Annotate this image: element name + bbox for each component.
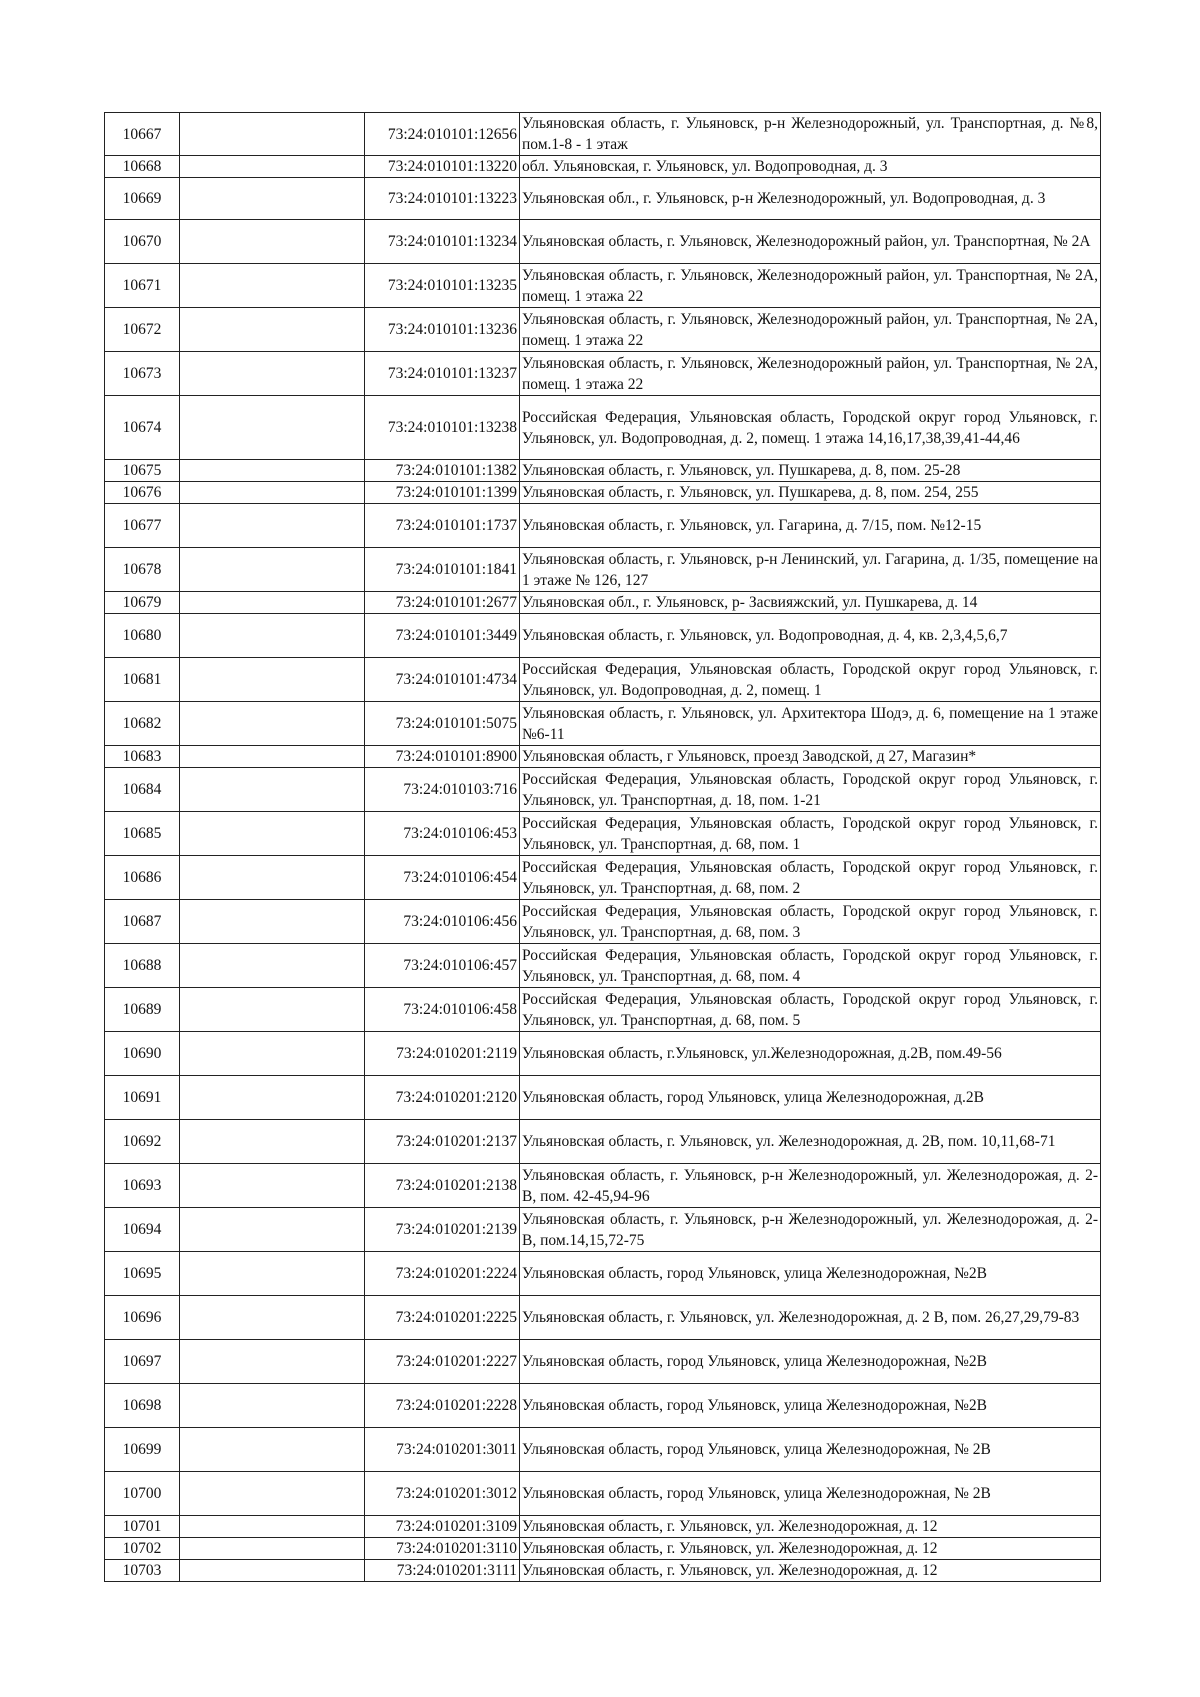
property-table: [104, 112, 1101, 1582]
row-number: 10696: [105, 1296, 180, 1340]
row-number: 10700: [105, 1472, 180, 1516]
empty-cell: [180, 1208, 365, 1252]
empty-cell: [180, 1428, 365, 1472]
cadastral-number: 73:24:010101:13238: [365, 396, 520, 460]
empty-cell: [180, 614, 365, 658]
cadastral-number: 73:24:010201:3109: [365, 1516, 520, 1538]
table-row: [105, 1538, 1101, 1560]
empty-cell: [180, 460, 365, 482]
cadastral-number: 73:24:010101:5075: [365, 702, 520, 746]
row-number: 10681: [105, 658, 180, 702]
empty-cell: [180, 900, 365, 944]
address: Ульяновская область, город Ульяновск, улица Железнодорожная, № 2В: [520, 1472, 1101, 1516]
cadastral-number: 73:24:010106:454: [365, 856, 520, 900]
table-row: [105, 746, 1101, 768]
address: Ульяновская область, г. Ульяновск, ул. Железнодорожная, д. 12: [520, 1516, 1101, 1538]
cadastral-number: 73:24:010103:716: [365, 768, 520, 812]
table-row: [105, 1340, 1101, 1384]
cadastral-number: 73:24:010101:13220: [365, 156, 520, 178]
table-row: [105, 944, 1101, 988]
row-number: 10670: [105, 220, 180, 264]
empty-cell: [180, 482, 365, 504]
table-row: [105, 352, 1101, 396]
table-row: [105, 856, 1101, 900]
cadastral-number: 73:24:010101:1382: [365, 460, 520, 482]
cadastral-number: 73:24:010201:3011: [365, 1428, 520, 1472]
empty-cell: [180, 1164, 365, 1208]
row-number: 10693: [105, 1164, 180, 1208]
address: Российская Федерация, Ульяновская область, Городской округ город Ульяновск, г. Ульяновск, ул. Транспортная, д. 68, пом. 3: [520, 900, 1101, 944]
cadastral-number: 73:24:010101:13235: [365, 264, 520, 308]
empty-cell: [180, 988, 365, 1032]
cadastral-number: 73:24:010201:2227: [365, 1340, 520, 1384]
address: Ульяновская область, г.Ульяновск, ул.Железнодорожная, д.2В, пом.49-56: [520, 1032, 1101, 1076]
empty-cell: [180, 1120, 365, 1164]
cadastral-number: 73:24:010101:1399: [365, 482, 520, 504]
empty-cell: [180, 1340, 365, 1384]
table-row: [105, 460, 1101, 482]
table-row: [105, 592, 1101, 614]
address: Российская Федерация, Ульяновская область, Городской округ город Ульяновск, г. Ульяновск, ул. Транспортная, д. 68, пом. 1: [520, 812, 1101, 856]
empty-cell: [180, 264, 365, 308]
cadastral-number: 73:24:010201:3012: [365, 1472, 520, 1516]
empty-cell: [180, 746, 365, 768]
empty-cell: [180, 548, 365, 592]
property-table-body: [105, 113, 1101, 1582]
row-number: 10675: [105, 460, 180, 482]
table-row: [105, 1560, 1101, 1582]
row-number: 10686: [105, 856, 180, 900]
cadastral-number: 73:24:010101:1737: [365, 504, 520, 548]
table-row: [105, 812, 1101, 856]
empty-cell: [180, 768, 365, 812]
empty-cell: [180, 1472, 365, 1516]
empty-cell: [180, 1384, 365, 1428]
table-row: [105, 1076, 1101, 1120]
cadastral-number: 73:24:010101:13236: [365, 308, 520, 352]
address: Ульяновская область, г. Ульяновск, ул. Железнодорожная, д. 12: [520, 1538, 1101, 1560]
row-number: 10701: [105, 1516, 180, 1538]
cadastral-number: 73:24:010201:2137: [365, 1120, 520, 1164]
row-number: 10671: [105, 264, 180, 308]
table-row: [105, 264, 1101, 308]
row-number: 10676: [105, 482, 180, 504]
address: Ульяновская область, г. Ульяновск, Железнодорожный район, ул. Транспортная, № 2А, помещ. 1 этажа 22: [520, 264, 1101, 308]
address: Ульяновская область, г. Ульяновск, ул. Пушкарева, д. 8, пом. 25-28: [520, 460, 1101, 482]
address: Ульяновская область, г. Ульяновск, ул. Водопроводная, д. 4, кв. 2,3,4,5,6,7: [520, 614, 1101, 658]
cadastral-number: 73:24:010106:453: [365, 812, 520, 856]
address: Российская Федерация, Ульяновская область, Городской округ город Ульяновск, г. Ульяновск, ул. Транспортная, д. 68, пом. 5: [520, 988, 1101, 1032]
row-number: 10694: [105, 1208, 180, 1252]
table-row: [105, 308, 1101, 352]
table-row: [105, 702, 1101, 746]
address: Ульяновская обл., г. Ульяновск, р- Засвияжский, ул. Пушкарева, д. 14: [520, 592, 1101, 614]
table-row: [105, 614, 1101, 658]
cadastral-number: 73:24:010106:457: [365, 944, 520, 988]
empty-cell: [180, 1538, 365, 1560]
cadastral-number: 73:24:010101:8900: [365, 746, 520, 768]
empty-cell: [180, 944, 365, 988]
empty-cell: [180, 396, 365, 460]
cadastral-number: 73:24:010101:12656: [365, 113, 520, 156]
empty-cell: [180, 178, 365, 220]
empty-cell: [180, 156, 365, 178]
cadastral-number: 73:24:010101:3449: [365, 614, 520, 658]
row-number: 10691: [105, 1076, 180, 1120]
address: Ульяновская область, г Ульяновск, проезд Заводской, д 27, Магазин*: [520, 746, 1101, 768]
table-row: [105, 1164, 1101, 1208]
row-number: 10684: [105, 768, 180, 812]
cadastral-number: 73:24:010101:2677: [365, 592, 520, 614]
row-number: 10682: [105, 702, 180, 746]
cadastral-number: 73:24:010201:2120: [365, 1076, 520, 1120]
row-number: 10699: [105, 1428, 180, 1472]
row-number: 10698: [105, 1384, 180, 1428]
address: Ульяновская область, г. Ульяновск, Железнодорожный район, ул. Транспортная, № 2А: [520, 220, 1101, 264]
row-number: 10685: [105, 812, 180, 856]
row-number: 10703: [105, 1560, 180, 1582]
row-number: 10667: [105, 113, 180, 156]
empty-cell: [180, 1252, 365, 1296]
row-number: 10697: [105, 1340, 180, 1384]
table-row: [105, 113, 1101, 156]
cadastral-number: 73:24:010106:456: [365, 900, 520, 944]
table-row: [105, 220, 1101, 264]
address: Ульяновская область, город Ульяновск, улица Железнодорожная, д.2В: [520, 1076, 1101, 1120]
empty-cell: [180, 1516, 365, 1538]
row-number: 10679: [105, 592, 180, 614]
table-row: [105, 178, 1101, 220]
cadastral-number: 73:24:010101:4734: [365, 658, 520, 702]
table-row: [105, 900, 1101, 944]
row-number: 10678: [105, 548, 180, 592]
cadastral-number: 73:24:010201:2228: [365, 1384, 520, 1428]
row-number: 10688: [105, 944, 180, 988]
row-number: 10702: [105, 1538, 180, 1560]
cadastral-number: 73:24:010101:13234: [365, 220, 520, 264]
table-row: [105, 504, 1101, 548]
table-row: [105, 396, 1101, 460]
empty-cell: [180, 220, 365, 264]
table-row: [105, 548, 1101, 592]
address: Ульяновская область, г. Ульяновск, ул. Гагарина, д. 7/15, пом. №12-15: [520, 504, 1101, 548]
row-number: 10674: [105, 396, 180, 460]
address: Российская Федерация, Ульяновская область, Городской округ город Ульяновск, г. Ульяновск, ул. Транспортная, д. 68, пом. 4: [520, 944, 1101, 988]
row-number: 10677: [105, 504, 180, 548]
empty-cell: [180, 812, 365, 856]
address: Ульяновская область, город Ульяновск, улица Железнодорожная, №2В: [520, 1252, 1101, 1296]
address: обл. Ульяновская, г. Ульяновск, ул. Водопроводная, д. 3: [520, 156, 1101, 178]
table-row: [105, 1208, 1101, 1252]
table-row: [105, 1252, 1101, 1296]
cadastral-number: 73:24:010106:458: [365, 988, 520, 1032]
row-number: 10672: [105, 308, 180, 352]
empty-cell: [180, 592, 365, 614]
address: Ульяновская область, г. Ульяновск, р-н Ленинский, ул. Гагарина, д. 1/35, помещение на 1 этаже № 126, 127: [520, 548, 1101, 592]
address: Ульяновская область, г. Ульяновск, ул. Пушкарева, д. 8, пом. 254, 255: [520, 482, 1101, 504]
address: Ульяновская область, г. Ульяновск, р-н Железнодорожный, ул. Железнодорожая, д. 2-В, пом.14,15,72-75: [520, 1208, 1101, 1252]
table-row: [105, 1384, 1101, 1428]
address: Ульяновская область, город Ульяновск, улица Железнодорожная, №2В: [520, 1340, 1101, 1384]
table-row: [105, 1516, 1101, 1538]
row-number: 10687: [105, 900, 180, 944]
empty-cell: [180, 1560, 365, 1582]
cadastral-number: 73:24:010201:2139: [365, 1208, 520, 1252]
address: Российская Федерация, Ульяновская область, Городской округ город Ульяновск, г. Ульяновск, ул. Транспортная, д. 68, пом. 2: [520, 856, 1101, 900]
address: Ульяновская область, г. Ульяновск, р-н Железнодорожный, ул. Транспортная, д. №8, пом.1-8 - 1 этаж: [520, 113, 1101, 156]
address: Ульяновская область, г. Ульяновск, ул. Железнодорожная, д. 2В, пом. 10,11,68-71: [520, 1120, 1101, 1164]
address: Ульяновская область, г. Ульяновск, Железнодорожный район, ул. Транспортная, № 2А, помещ. 1 этажа 22: [520, 308, 1101, 352]
row-number: 10692: [105, 1120, 180, 1164]
table-row: [105, 1032, 1101, 1076]
empty-cell: [180, 658, 365, 702]
address: Ульяновская область, г. Ульяновск, ул. Железнодорожная, д. 2 В, пом. 26,27,29,79-83: [520, 1296, 1101, 1340]
table-row: [105, 768, 1101, 812]
table-row: [105, 988, 1101, 1032]
table-row: [105, 482, 1101, 504]
cadastral-number: 73:24:010201:3110: [365, 1538, 520, 1560]
table-row: [105, 1428, 1101, 1472]
empty-cell: [180, 504, 365, 548]
empty-cell: [180, 1032, 365, 1076]
address: Российская Федерация, Ульяновская область, Городской округ город Ульяновск, г. Ульяновск, ул. Транспортная, д. 18, пом. 1-21: [520, 768, 1101, 812]
address: Ульяновская область, г. Ульяновск, ул. Архитектора Шодэ, д. 6, помещение на 1 этаже №6-11: [520, 702, 1101, 746]
cadastral-number: 73:24:010201:2119: [365, 1032, 520, 1076]
address: Ульяновская область, город Ульяновск, улица Железнодорожная, №2В: [520, 1384, 1101, 1428]
table-row: [105, 1296, 1101, 1340]
row-number: 10680: [105, 614, 180, 658]
table-row: [105, 1472, 1101, 1516]
table-row: [105, 1120, 1101, 1164]
empty-cell: [180, 702, 365, 746]
cadastral-number: 73:24:010201:2224: [365, 1252, 520, 1296]
table-row: [105, 658, 1101, 702]
cadastral-number: 73:24:010201:3111: [365, 1560, 520, 1582]
address: Российская Федерация, Ульяновская область, Городской округ город Ульяновск, г. Ульяновск, ул. Водопроводная, д. 2, помещ. 1: [520, 658, 1101, 702]
table-row: [105, 156, 1101, 178]
address: Ульяновская область, г. Ульяновск, Железнодорожный район, ул. Транспортная, № 2А, помещ. 1 этажа 22: [520, 352, 1101, 396]
empty-cell: [180, 308, 365, 352]
row-number: 10673: [105, 352, 180, 396]
cadastral-number: 73:24:010201:2138: [365, 1164, 520, 1208]
empty-cell: [180, 856, 365, 900]
empty-cell: [180, 1296, 365, 1340]
address: Ульяновская область, г. Ульяновск, р-н Железнодорожный, ул. Железнодорожая, д. 2-В, пом. 42-45,94-96: [520, 1164, 1101, 1208]
cadastral-number: 73:24:010101:13237: [365, 352, 520, 396]
empty-cell: [180, 352, 365, 396]
row-number: 10683: [105, 746, 180, 768]
cadastral-number: 73:24:010101:1841: [365, 548, 520, 592]
cadastral-number: 73:24:010101:13223: [365, 178, 520, 220]
row-number: 10669: [105, 178, 180, 220]
row-number: 10668: [105, 156, 180, 178]
address: Ульяновская область, город Ульяновск, улица Железнодорожная, № 2В: [520, 1428, 1101, 1472]
empty-cell: [180, 113, 365, 156]
row-number: 10689: [105, 988, 180, 1032]
empty-cell: [180, 1076, 365, 1120]
address: Российская Федерация, Ульяновская область, Городской округ город Ульяновск, г. Ульяновск, ул. Водопроводная, д. 2, помещ. 1 этажа 14,16,17,38,39,41-44,46: [520, 396, 1101, 460]
cadastral-number: 73:24:010201:2225: [365, 1296, 520, 1340]
address: Ульяновская область, г. Ульяновск, ул. Железнодорожная, д. 12: [520, 1560, 1101, 1582]
row-number: 10690: [105, 1032, 180, 1076]
row-number: 10695: [105, 1252, 180, 1296]
address: Ульяновская обл., г. Ульяновск, р-н Железнодорожный, ул. Водопроводная, д. 3: [520, 178, 1101, 220]
